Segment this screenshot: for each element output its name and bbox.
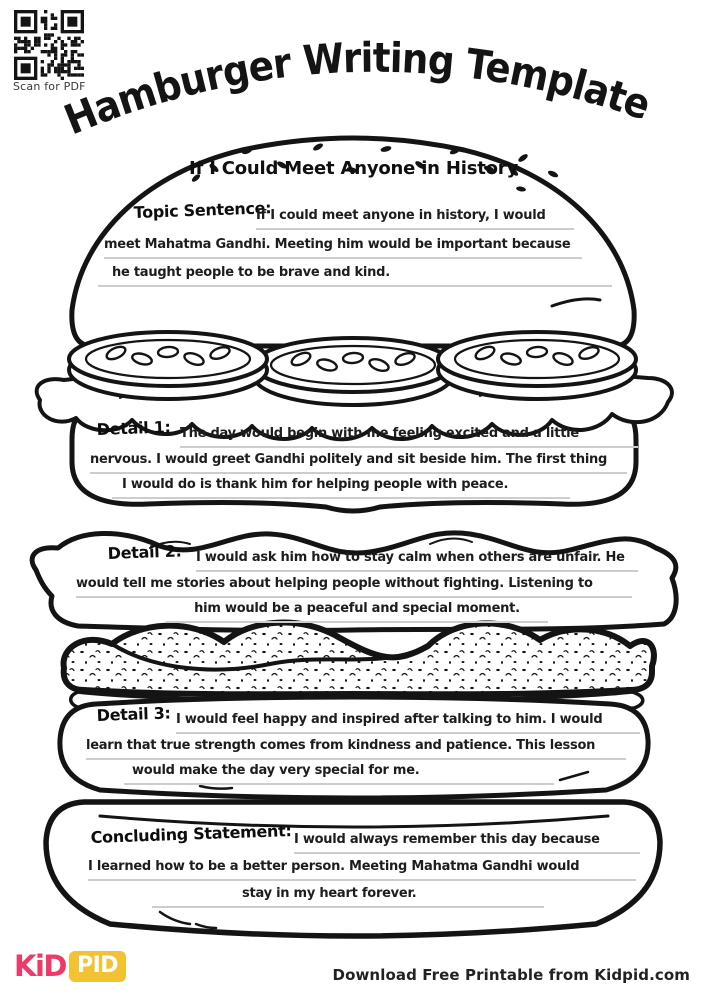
detail-1-line: The day would begin with me feeling excited and a little <box>180 426 638 448</box>
essay-title: If I Could Meet Anyone in History <box>189 158 518 179</box>
concluding-line: I learned how to be a better person. Meeting Mahatma Gandhi would <box>88 859 636 881</box>
patty <box>64 623 654 695</box>
detail-2-label: Detail 2: <box>107 541 182 563</box>
page-title: Hamburger Writing Template <box>57 33 659 145</box>
topic-sentence-line: If I could meet anyone in history, I would <box>256 208 574 230</box>
logo-pid-text: PID <box>77 953 119 978</box>
tomato-right <box>438 332 636 399</box>
detail-2-line: would tell me stories about helping people without fighting. Listening to <box>76 576 632 598</box>
tomato-slices <box>69 332 636 405</box>
tomato-middle <box>254 338 452 405</box>
topic-sentence-label: Topic Sentence: <box>133 198 272 222</box>
concluding-line: I would always remember this day because <box>294 832 640 854</box>
detail-1-line: I would do is thank him for helping people with peace. <box>112 477 570 499</box>
topic-sentence-line: he taught people to be brave and kind. <box>98 265 612 287</box>
download-credit: Download Free Printable from Kidpid.com <box>332 966 690 984</box>
qr-caption: Scan for PDF <box>13 80 86 93</box>
concluding-label: Concluding Statement: <box>90 820 292 847</box>
logo-pid-badge <box>69 951 126 982</box>
kidpid-logo <box>14 951 126 982</box>
detail-2-line: I would ask him how to stay calm when others are unfair. He <box>196 550 638 572</box>
detail-2-line: him would be a peaceful and special moment. <box>166 601 548 623</box>
tomato-left <box>69 332 267 399</box>
logo-kid-text: KiD <box>14 949 66 983</box>
detail-3-line: I would feel happy and inspired after talking to him. I would <box>176 712 640 734</box>
detail-3-line: would make the day very special for me. <box>124 763 554 785</box>
detail-3-label: Detail 3: <box>96 703 171 725</box>
detail-1-line: nervous. I would greet Gandhi politely and sit beside him. The first thing <box>90 452 627 474</box>
detail-3-line: learn that true strength comes from kindness and patience. This lesson <box>86 738 626 760</box>
concluding-line: stay in my heart forever. <box>152 886 544 908</box>
detail-1-label: Detail 1: <box>96 417 171 439</box>
topic-sentence-line: meet Mahatma Gandhi. Meeting him would be important because <box>104 237 582 259</box>
